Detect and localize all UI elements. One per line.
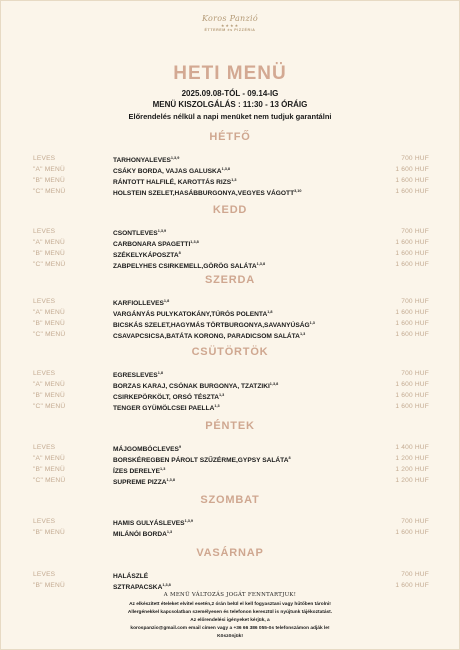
menu-title: HETI MENÜ: [173, 63, 287, 84]
footer-line: Az elkészített ételeket elvitel esetén,2 órán belül el kell fogyasztani vagy hűtőben tárolni!: [129, 602, 331, 607]
price: 1 600 HUF: [395, 250, 429, 257]
price: 1 600 HUF: [395, 309, 429, 316]
price: 1 600 HUF: [395, 239, 429, 246]
menu-row: [0, 296, 460, 307]
day-heading: CSÜTÖRTÖK: [191, 346, 269, 358]
allergen-codes: 1,3,8: [221, 167, 231, 171]
menu-row: [0, 475, 460, 486]
menu-category: "A" MENÜ: [33, 455, 65, 462]
allergen-codes: 1,3: [299, 332, 306, 336]
service-hours: MENÜ KISZOLGÁLÁS : 11:30 - 13 ÓRÁIG: [152, 100, 308, 109]
dish-label: EGRESLEVES: [113, 372, 158, 379]
menu-category: "B" MENÜ: [33, 250, 65, 257]
dish-label: HALÁSZLÉ: [113, 573, 149, 580]
day-heading: PÉNTEK: [205, 420, 255, 432]
dish-label: ÍZES DERELYE: [113, 468, 161, 475]
footer-title: A MENÜ VÁLTOZÁS JOGÁT FENNTARTJUK!: [163, 592, 297, 598]
logo-name: Koros Panzió: [201, 14, 258, 23]
dish-label: RÁNTOTT HALFILÉ, KAROTTÁS RIZS: [113, 179, 232, 186]
allergen-codes: 1,8: [267, 310, 273, 314]
dish-label: HAMIS GULYÁSLEVES: [113, 520, 185, 527]
dish-label: SUPREME PIZZA: [113, 479, 167, 486]
preorder-notice: Előrendelés nélkül a napi menüket nem tudjuk garantálni: [128, 112, 332, 121]
menu-row: [0, 401, 460, 412]
dish-label: HOLSTEIN SZELET,HASÁBBURGONYA,VEGYES VÁGOTT: [113, 190, 295, 197]
price: 1 600 HUF: [395, 392, 429, 399]
dish-name: [113, 259, 265, 272]
menu-category: LEVES: [33, 370, 56, 377]
allergen-codes: 1,3: [309, 321, 315, 325]
day-heading: VASÁRNAP: [196, 547, 264, 559]
dish-name: [113, 186, 302, 199]
day-heading: HÉTFŐ: [209, 131, 251, 143]
menu-row: [0, 569, 460, 580]
price: 700 HUF: [401, 571, 429, 578]
dish-label: CSAVAPCSICSA,BATÁTA KORONG, PARADICSOM SALÁTA: [113, 333, 300, 340]
dish-label: CSONTLEVES: [113, 230, 158, 237]
menu-row: [0, 390, 460, 401]
price: 1 600 HUF: [395, 381, 429, 388]
menu-category: "C" MENÜ: [33, 261, 66, 268]
price: 1 200 HUF: [395, 477, 429, 484]
dish-label: CARBONARA SPAGETTI: [113, 241, 191, 248]
allergen-codes: 1,3,9: [157, 229, 167, 233]
logo-subtitle: ÉTTEREM és PIZZÉRIA: [204, 28, 256, 32]
menu-row: [0, 329, 460, 340]
allergen-codes: 1,3: [231, 178, 237, 182]
dish-name: [113, 527, 172, 540]
footer-line: korospanzio@gmail.com email címen vagy a +36 66 386 055-ös telefonszámon adják le!: [130, 626, 330, 631]
price: 1 200 HUF: [395, 455, 429, 462]
price: 1 600 HUF: [395, 331, 429, 338]
price: 1 600 HUF: [395, 166, 429, 173]
allergen-codes: 1,3,8: [269, 382, 279, 386]
day-heading: SZERDA: [204, 274, 256, 286]
dish-label: VARGÁNYÁS PULYKATOKÁNY,TÚRÓS POLENTA: [113, 311, 268, 318]
footer: [0, 592, 460, 641]
menu-category: "A" MENÜ: [33, 309, 65, 316]
allergen-codes: 1,3: [219, 393, 225, 397]
price: 700 HUF: [401, 518, 429, 525]
allergen-codes: 1,3,9: [184, 519, 194, 523]
allergen-codes: 3,10: [294, 189, 302, 193]
dish-name: [113, 329, 305, 342]
price: 1 600 HUF: [395, 177, 429, 184]
menu-category: LEVES: [33, 571, 56, 578]
dish-label: TENGER GYÜMÖLCSEI PAELLA: [113, 405, 215, 412]
menu-category: "B" MENÜ: [33, 320, 65, 327]
menu-row: [0, 164, 460, 175]
price: 1 600 HUF: [395, 403, 429, 410]
dish-label: CSÁKY BORDA, VAJAS GALUSKA: [113, 168, 222, 175]
menu-row: [0, 516, 460, 527]
menu-row: [0, 186, 460, 197]
allergen-codes: 1,3,8: [256, 262, 266, 266]
price: 700 HUF: [401, 228, 429, 235]
allergen-codes: 1,3: [214, 404, 220, 408]
menu-category: LEVES: [33, 444, 56, 451]
menu-row: [0, 580, 460, 591]
menu-category: LEVES: [33, 298, 56, 305]
menu-category: "B" MENÜ: [33, 177, 65, 184]
menu-category: LEVES: [33, 518, 56, 525]
allergen-codes: 1,8: [163, 299, 170, 303]
day-heading: SZOMBAT: [200, 494, 260, 506]
menu-category: "C" MENÜ: [33, 331, 66, 338]
allergen-codes: 1,3,9: [170, 156, 180, 160]
dish-label: SZÉKELYKÁPOSZTA: [113, 252, 179, 259]
menu-row: [0, 527, 460, 538]
allergen-codes: 1,3,8: [166, 478, 175, 482]
dish-label: MILÁNÓI BORDA: [113, 531, 167, 538]
menu-category: "B" MENÜ: [33, 466, 65, 473]
menu-row: [0, 318, 460, 329]
day-heading: KEDD: [212, 204, 248, 216]
footer-line: Az előrendelési igényeket kérjük, a: [190, 618, 270, 623]
allergen-codes: 9: [178, 445, 182, 449]
price: 1 600 HUF: [395, 320, 429, 327]
menu-row: [0, 368, 460, 379]
date-range: 2025.09.08-TÓL - 09.14-IG: [181, 89, 279, 98]
allergen-codes: 1,3,8: [162, 583, 171, 587]
allergen-codes: 8: [288, 456, 291, 460]
dish-label: BICSKÁS SZELET,HAGYMÁS TÖRTBURGONYA,SAVANYÚSÁG: [113, 322, 310, 329]
dish-name: [113, 401, 220, 414]
menu-category: LEVES: [33, 155, 56, 162]
footer-line: Allergénekkel kapcsolatban személyesen és telefonon keresztül is nyújtunk tájékoztatást.: [127, 610, 333, 615]
menu-row: [0, 237, 460, 248]
dish-label: BORZAS KARAJ, CSÓNAK BURGONYA, TZATZIKI: [113, 383, 270, 390]
allergen-codes: 1,3: [160, 467, 166, 471]
dish-label: ZABPELYHES CSIRKEMELL,GÖRÖG SALÁTA: [113, 263, 257, 270]
price: 1 200 HUF: [395, 466, 429, 473]
menu-category: "B" MENÜ: [33, 582, 65, 589]
menu-row: [0, 442, 460, 453]
price: 700 HUF: [401, 370, 429, 377]
menu-category: "C" MENÜ: [33, 188, 66, 195]
allergen-codes: 1,8: [157, 371, 163, 375]
dish-label: TARHONYALEVES: [113, 157, 171, 164]
menu-category: "A" MENÜ: [33, 166, 65, 173]
allergen-codes: 1,3,8: [190, 240, 199, 244]
dish-label: CSIRKEPÖRKÖLT, ORSÓ TÉSZTA: [113, 394, 219, 401]
dish-label: KARFIOLLEVES: [113, 300, 164, 307]
menu-category: "C" MENÜ: [33, 403, 66, 410]
price: 1 600 HUF: [395, 529, 429, 536]
menu-row: [0, 307, 460, 318]
menu-category: "A" MENÜ: [33, 381, 65, 388]
menu-row: [0, 453, 460, 464]
allergen-codes: 8: [178, 251, 181, 255]
dish-label: SZTRAPACSKA: [113, 584, 163, 591]
menu-row: [0, 153, 460, 164]
price: 1 600 HUF: [395, 261, 429, 268]
price: 700 HUF: [401, 298, 429, 305]
menu-row: [0, 259, 460, 270]
menu-row: [0, 226, 460, 237]
price: 1 600 HUF: [395, 188, 429, 195]
menu-category: "A" MENÜ: [33, 239, 65, 246]
price: 1 400 HUF: [395, 444, 429, 451]
dish-name: [113, 475, 175, 488]
price: 700 HUF: [401, 155, 429, 162]
menu-row: [0, 379, 460, 390]
allergen-codes: 1,3: [166, 530, 173, 534]
price: 1 600 HUF: [395, 582, 429, 589]
restaurant-logo: [0, 14, 460, 32]
menu-row: [0, 248, 460, 259]
dish-label: MÁJGOMBÓCLEVES: [113, 446, 179, 453]
logo-stars: ★★★★: [220, 23, 240, 28]
menu-row: [0, 175, 460, 186]
footer-line: Köszönjük!: [217, 634, 243, 639]
menu-category: "C" MENÜ: [33, 477, 66, 484]
dish-label: BORSKÉREGBEN PÁROLT SZŰZÉRME,GYPSY SALÁTA: [113, 457, 289, 464]
menu-category: LEVES: [33, 228, 56, 235]
menu-category: "B" MENÜ: [33, 529, 65, 536]
menu-row: [0, 464, 460, 475]
menu-category: "B" MENÜ: [33, 392, 65, 399]
